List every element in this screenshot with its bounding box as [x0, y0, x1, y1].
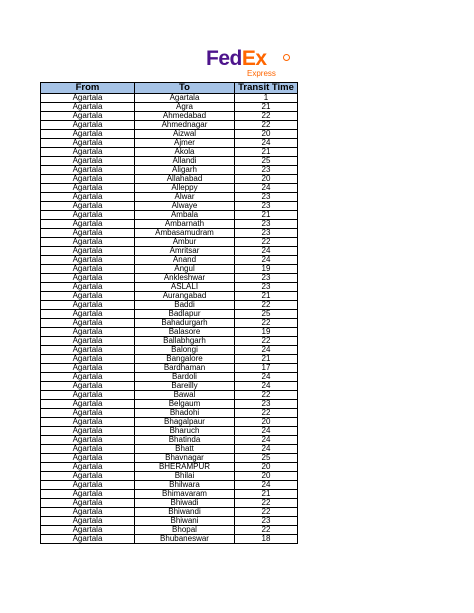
- cell-to: Bhubaneswar: [135, 535, 235, 544]
- cell-from: Agartala: [41, 499, 135, 508]
- cell-transit-time: 24: [235, 346, 298, 355]
- cell-to: Ambur: [135, 238, 235, 247]
- cell-transit-time: 23: [235, 166, 298, 175]
- cell-from: Agartala: [41, 463, 135, 472]
- column-header-to: To: [135, 83, 235, 94]
- cell-from: Agartala: [41, 481, 135, 490]
- table-row: [41, 292, 298, 301]
- cell-to: Bhiwandi: [135, 508, 235, 517]
- cell-transit-time: 24: [235, 247, 298, 256]
- table-row: [41, 184, 298, 193]
- registered-mark-icon: [283, 54, 290, 61]
- table-row: [41, 175, 298, 184]
- cell-transit-time: 21: [235, 211, 298, 220]
- cell-transit-time: 23: [235, 274, 298, 283]
- table-row: [41, 481, 298, 490]
- cell-from: Agartala: [41, 373, 135, 382]
- cell-from: Agartala: [41, 166, 135, 175]
- cell-to: Ambasamudram: [135, 229, 235, 238]
- cell-from: Agartala: [41, 472, 135, 481]
- table-row: [41, 139, 298, 148]
- cell-transit-time: 25: [235, 454, 298, 463]
- table-row: [41, 94, 298, 103]
- table-row: [41, 355, 298, 364]
- cell-from: Agartala: [41, 238, 135, 247]
- cell-transit-time: 20: [235, 463, 298, 472]
- cell-from: Agartala: [41, 265, 135, 274]
- cell-transit-time: 22: [235, 391, 298, 400]
- cell-transit-time: 22: [235, 526, 298, 535]
- cell-to: Bhatt: [135, 445, 235, 454]
- cell-to: Aizwal: [135, 130, 235, 139]
- table-row: [41, 346, 298, 355]
- cell-to: Aligarh: [135, 166, 235, 175]
- table-row: [41, 103, 298, 112]
- table-row: [41, 238, 298, 247]
- logo-wordmark: [206, 48, 267, 70]
- cell-to: Bardhaman: [135, 364, 235, 373]
- cell-transit-time: 24: [235, 427, 298, 436]
- cell-transit-time: 22: [235, 301, 298, 310]
- cell-transit-time: 23: [235, 229, 298, 238]
- cell-from: Agartala: [41, 247, 135, 256]
- cell-transit-time: 22: [235, 112, 298, 121]
- cell-transit-time: 23: [235, 220, 298, 229]
- cell-from: Agartala: [41, 454, 135, 463]
- cell-from: Agartala: [41, 535, 135, 544]
- cell-to: Angul: [135, 265, 235, 274]
- cell-transit-time: 22: [235, 337, 298, 346]
- table-row: [41, 193, 298, 202]
- table-row: [41, 535, 298, 544]
- cell-to: Anand: [135, 256, 235, 265]
- cell-to: Belgaum: [135, 400, 235, 409]
- cell-transit-time: 24: [235, 382, 298, 391]
- cell-transit-time: 23: [235, 517, 298, 526]
- cell-to: Bhilwara: [135, 481, 235, 490]
- cell-from: Agartala: [41, 274, 135, 283]
- table-row: [41, 157, 298, 166]
- cell-transit-time: 17: [235, 364, 298, 373]
- table-row: [41, 526, 298, 535]
- cell-transit-time: 24: [235, 481, 298, 490]
- table-row: [41, 427, 298, 436]
- cell-to: Ajmer: [135, 139, 235, 148]
- cell-to: Balasore: [135, 328, 235, 337]
- cell-from: Agartala: [41, 310, 135, 319]
- cell-from: Agartala: [41, 202, 135, 211]
- cell-from: Agartala: [41, 382, 135, 391]
- cell-transit-time: 1: [235, 94, 298, 103]
- cell-transit-time: 22: [235, 499, 298, 508]
- cell-transit-time: 19: [235, 328, 298, 337]
- table-row: [41, 499, 298, 508]
- cell-to: Bhimavaram: [135, 490, 235, 499]
- cell-to: Bhiwadi: [135, 499, 235, 508]
- cell-transit-time: 25: [235, 157, 298, 166]
- column-header-from: From: [41, 83, 135, 94]
- cell-from: Agartala: [41, 445, 135, 454]
- cell-from: Agartala: [41, 328, 135, 337]
- table-row: [41, 247, 298, 256]
- table-row: [41, 220, 298, 229]
- table-row: [41, 409, 298, 418]
- cell-to: Bahadurgarh: [135, 319, 235, 328]
- table-row: [41, 301, 298, 310]
- cell-from: Agartala: [41, 148, 135, 157]
- cell-from: Agartala: [41, 337, 135, 346]
- cell-transit-time: 24: [235, 373, 298, 382]
- table-row: [41, 364, 298, 373]
- table-row: [41, 508, 298, 517]
- table-row: [41, 265, 298, 274]
- cell-to: Ambala: [135, 211, 235, 220]
- table-row: [41, 121, 298, 130]
- cell-to: Bardoli: [135, 373, 235, 382]
- table-row: [41, 418, 298, 427]
- table-row: [41, 310, 298, 319]
- cell-from: Agartala: [41, 121, 135, 130]
- cell-to: Bharuch: [135, 427, 235, 436]
- transit-time-table: [40, 82, 298, 544]
- table-row: [41, 112, 298, 121]
- header-row: [41, 83, 298, 94]
- cell-transit-time: 24: [235, 445, 298, 454]
- table-row: [41, 202, 298, 211]
- cell-to: Baddi: [135, 301, 235, 310]
- cell-from: Agartala: [41, 157, 135, 166]
- table-row: [41, 328, 298, 337]
- table-row: [41, 391, 298, 400]
- table-body: [41, 94, 298, 544]
- fedex-express-logo: [198, 45, 294, 81]
- cell-to: Aurangabad: [135, 292, 235, 301]
- column-header-transit-time: Transit Time: [235, 83, 298, 94]
- cell-transit-time: 22: [235, 238, 298, 247]
- cell-from: Agartala: [41, 193, 135, 202]
- cell-from: Agartala: [41, 211, 135, 220]
- cell-from: Agartala: [41, 139, 135, 148]
- cell-from: Agartala: [41, 436, 135, 445]
- cell-transit-time: 23: [235, 283, 298, 292]
- cell-from: Agartala: [41, 220, 135, 229]
- cell-from: Agartala: [41, 184, 135, 193]
- cell-to: BHERAMPUR: [135, 463, 235, 472]
- cell-transit-time: 20: [235, 418, 298, 427]
- cell-to: Ahmednagar: [135, 121, 235, 130]
- cell-to: Agra: [135, 103, 235, 112]
- cell-from: Agartala: [41, 517, 135, 526]
- logo-ex: Ex: [241, 47, 267, 70]
- table-row: [41, 148, 298, 157]
- cell-transit-time: 23: [235, 193, 298, 202]
- cell-to: Bhopal: [135, 526, 235, 535]
- cell-from: Agartala: [41, 391, 135, 400]
- cell-from: Agartala: [41, 229, 135, 238]
- cell-transit-time: 24: [235, 184, 298, 193]
- cell-to: Akola: [135, 148, 235, 157]
- cell-from: Agartala: [41, 301, 135, 310]
- cell-transit-time: 22: [235, 409, 298, 418]
- cell-to: Amritsar: [135, 247, 235, 256]
- cell-to: Ankleshwar: [135, 274, 235, 283]
- cell-transit-time: 21: [235, 148, 298, 157]
- cell-transit-time: 21: [235, 103, 298, 112]
- cell-to: Bhilai: [135, 472, 235, 481]
- cell-transit-time: 21: [235, 355, 298, 364]
- cell-transit-time: 20: [235, 175, 298, 184]
- cell-to: Agartala: [135, 94, 235, 103]
- table-row: [41, 256, 298, 265]
- cell-to: Ambarnath: [135, 220, 235, 229]
- cell-from: Agartala: [41, 130, 135, 139]
- cell-transit-time: 24: [235, 436, 298, 445]
- table-row: [41, 130, 298, 139]
- cell-to: Bangalore: [135, 355, 235, 364]
- cell-to: Allandi: [135, 157, 235, 166]
- cell-from: Agartala: [41, 526, 135, 535]
- cell-from: Agartala: [41, 418, 135, 427]
- cell-to: Bawal: [135, 391, 235, 400]
- table-row: [41, 517, 298, 526]
- table-row: [41, 463, 298, 472]
- cell-from: Agartala: [41, 319, 135, 328]
- cell-transit-time: 25: [235, 310, 298, 319]
- cell-transit-time: 23: [235, 202, 298, 211]
- table-row: [41, 373, 298, 382]
- table-row: [41, 283, 298, 292]
- table-row: [41, 490, 298, 499]
- cell-from: Agartala: [41, 508, 135, 517]
- cell-to: ASLALI: [135, 283, 235, 292]
- cell-from: Agartala: [41, 292, 135, 301]
- cell-from: Agartala: [41, 490, 135, 499]
- logo-subtitle: Express: [247, 69, 276, 78]
- cell-to: Alwar: [135, 193, 235, 202]
- cell-from: Agartala: [41, 283, 135, 292]
- cell-transit-time: 24: [235, 139, 298, 148]
- table-row: [41, 319, 298, 328]
- cell-to: Alleppy: [135, 184, 235, 193]
- cell-from: Agartala: [41, 256, 135, 265]
- cell-transit-time: 23: [235, 400, 298, 409]
- cell-from: Agartala: [41, 409, 135, 418]
- cell-transit-time: 24: [235, 256, 298, 265]
- table-row: [41, 229, 298, 238]
- cell-transit-time: 21: [235, 292, 298, 301]
- cell-to: Bhagalpaur: [135, 418, 235, 427]
- table-row: [41, 166, 298, 175]
- cell-transit-time: 19: [235, 265, 298, 274]
- cell-to: Bareilly: [135, 382, 235, 391]
- cell-transit-time: 18: [235, 535, 298, 544]
- cell-transit-time: 20: [235, 472, 298, 481]
- cell-from: Agartala: [41, 94, 135, 103]
- cell-from: Agartala: [41, 355, 135, 364]
- cell-from: Agartala: [41, 400, 135, 409]
- cell-from: Agartala: [41, 346, 135, 355]
- cell-to: Ballabhgarh: [135, 337, 235, 346]
- cell-transit-time: 22: [235, 121, 298, 130]
- cell-from: Agartala: [41, 112, 135, 121]
- table-row: [41, 337, 298, 346]
- table-row: [41, 211, 298, 220]
- table-row: [41, 400, 298, 409]
- cell-to: Allahabad: [135, 175, 235, 184]
- cell-to: Bhatinda: [135, 436, 235, 445]
- cell-to: Badlapur: [135, 310, 235, 319]
- cell-from: Agartala: [41, 103, 135, 112]
- cell-to: Bhiwani: [135, 517, 235, 526]
- cell-to: Bhavnagar: [135, 454, 235, 463]
- cell-to: Ahmedabad: [135, 112, 235, 121]
- table-row: [41, 382, 298, 391]
- cell-transit-time: 22: [235, 508, 298, 517]
- cell-from: Agartala: [41, 175, 135, 184]
- cell-to: Balongi: [135, 346, 235, 355]
- cell-from: Agartala: [41, 427, 135, 436]
- cell-transit-time: 20: [235, 130, 298, 139]
- table-row: [41, 472, 298, 481]
- table-row: [41, 445, 298, 454]
- logo-fed: Fed: [206, 47, 242, 70]
- table-row: [41, 274, 298, 283]
- table-row: [41, 436, 298, 445]
- cell-to: Alwaye: [135, 202, 235, 211]
- cell-transit-time: 21: [235, 490, 298, 499]
- table-row: [41, 454, 298, 463]
- cell-from: Agartala: [41, 364, 135, 373]
- cell-transit-time: 22: [235, 319, 298, 328]
- cell-to: Bhadohi: [135, 409, 235, 418]
